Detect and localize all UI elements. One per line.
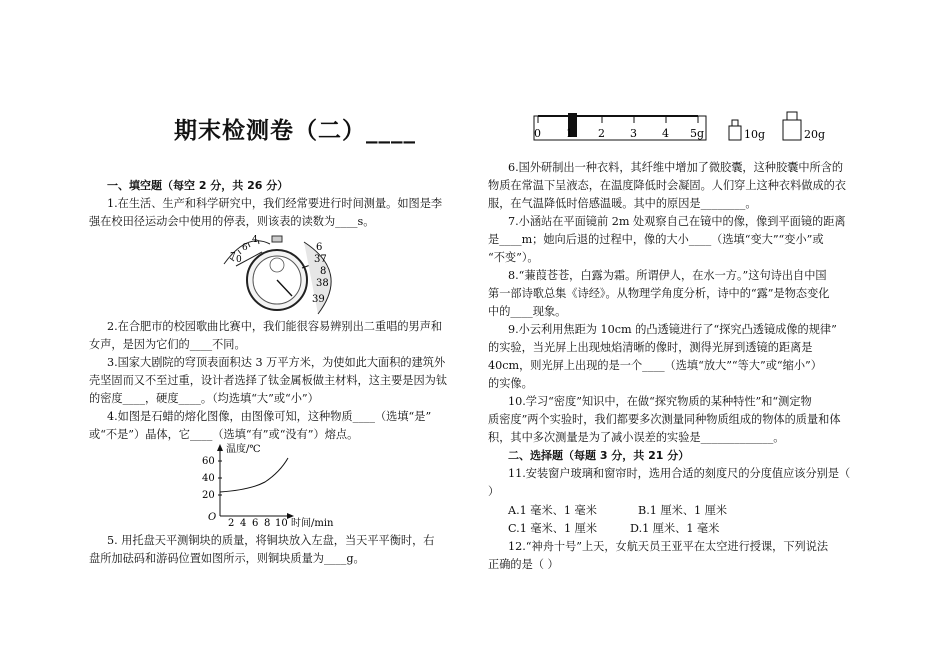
- big-dial-tick-38: 38: [316, 278, 329, 289]
- melting-curve: [220, 458, 288, 492]
- stopwatch-figure: [222, 230, 342, 315]
- weight-10g-label: 10g: [744, 128, 766, 141]
- graph-y-axis-label: 温度/℃: [226, 444, 261, 455]
- big-dial-tick-37: 37: [314, 254, 327, 265]
- ruler-tick-1: 1: [566, 127, 573, 140]
- graph-x-tick-8: 8: [264, 518, 271, 528]
- graph-x-tick-10: 10: [275, 518, 288, 528]
- graph-origin-label: O: [208, 512, 217, 523]
- small-dial-tick-7: 7: [230, 252, 236, 262]
- ruler-tick-3: 3: [630, 127, 637, 140]
- big-dial-tick-39: 39: [312, 294, 325, 305]
- ruler-tick-5g: 5g: [690, 127, 705, 140]
- weight-20g-label: 20g: [804, 128, 826, 141]
- big-dial-tick-8: 8: [320, 266, 327, 277]
- melting-graph: [190, 440, 350, 528]
- graph-y-tick-60: 60: [202, 456, 215, 467]
- section-choice-heading: 二、选择题（每题 3 分，共 21 分）: [508, 449, 690, 462]
- q11-option-b: B.1 厘米、1 厘米: [638, 504, 728, 517]
- q11-option-d: D.1 厘米、1 毫米: [630, 522, 720, 535]
- small-dial-tick-0: 0: [236, 255, 242, 265]
- ruler-tick-4: 4: [662, 127, 669, 140]
- balance-ruler-figure: [530, 104, 830, 150]
- q11-option-a: A.1 毫米、1 毫米: [508, 504, 597, 517]
- ruler-tick-2: 2: [598, 127, 605, 140]
- graph-y-tick-20: 20: [202, 490, 215, 501]
- graph-x-tick-6: 6: [252, 518, 259, 528]
- graph-x-tick-2: 2: [228, 518, 235, 528]
- small-dial-tick-6: 6: [242, 243, 248, 253]
- ruler-tick-0: 0: [534, 127, 541, 140]
- small-dial-tick-4: 4: [252, 235, 258, 245]
- q11-option-c: C.1 毫米、1 厘米: [508, 522, 598, 535]
- graph-y-tick-40: 40: [202, 473, 215, 484]
- big-dial-tick-6: 6: [316, 242, 323, 253]
- graph-x-tick-4: 4: [240, 518, 247, 528]
- graph-x-axis-label: 时间/min: [291, 518, 334, 528]
- page-title: 期末检测卷（二）____: [174, 118, 416, 144]
- section-fill-in-heading: 一、填空题（每空 2 分，共 26 分）: [107, 179, 289, 192]
